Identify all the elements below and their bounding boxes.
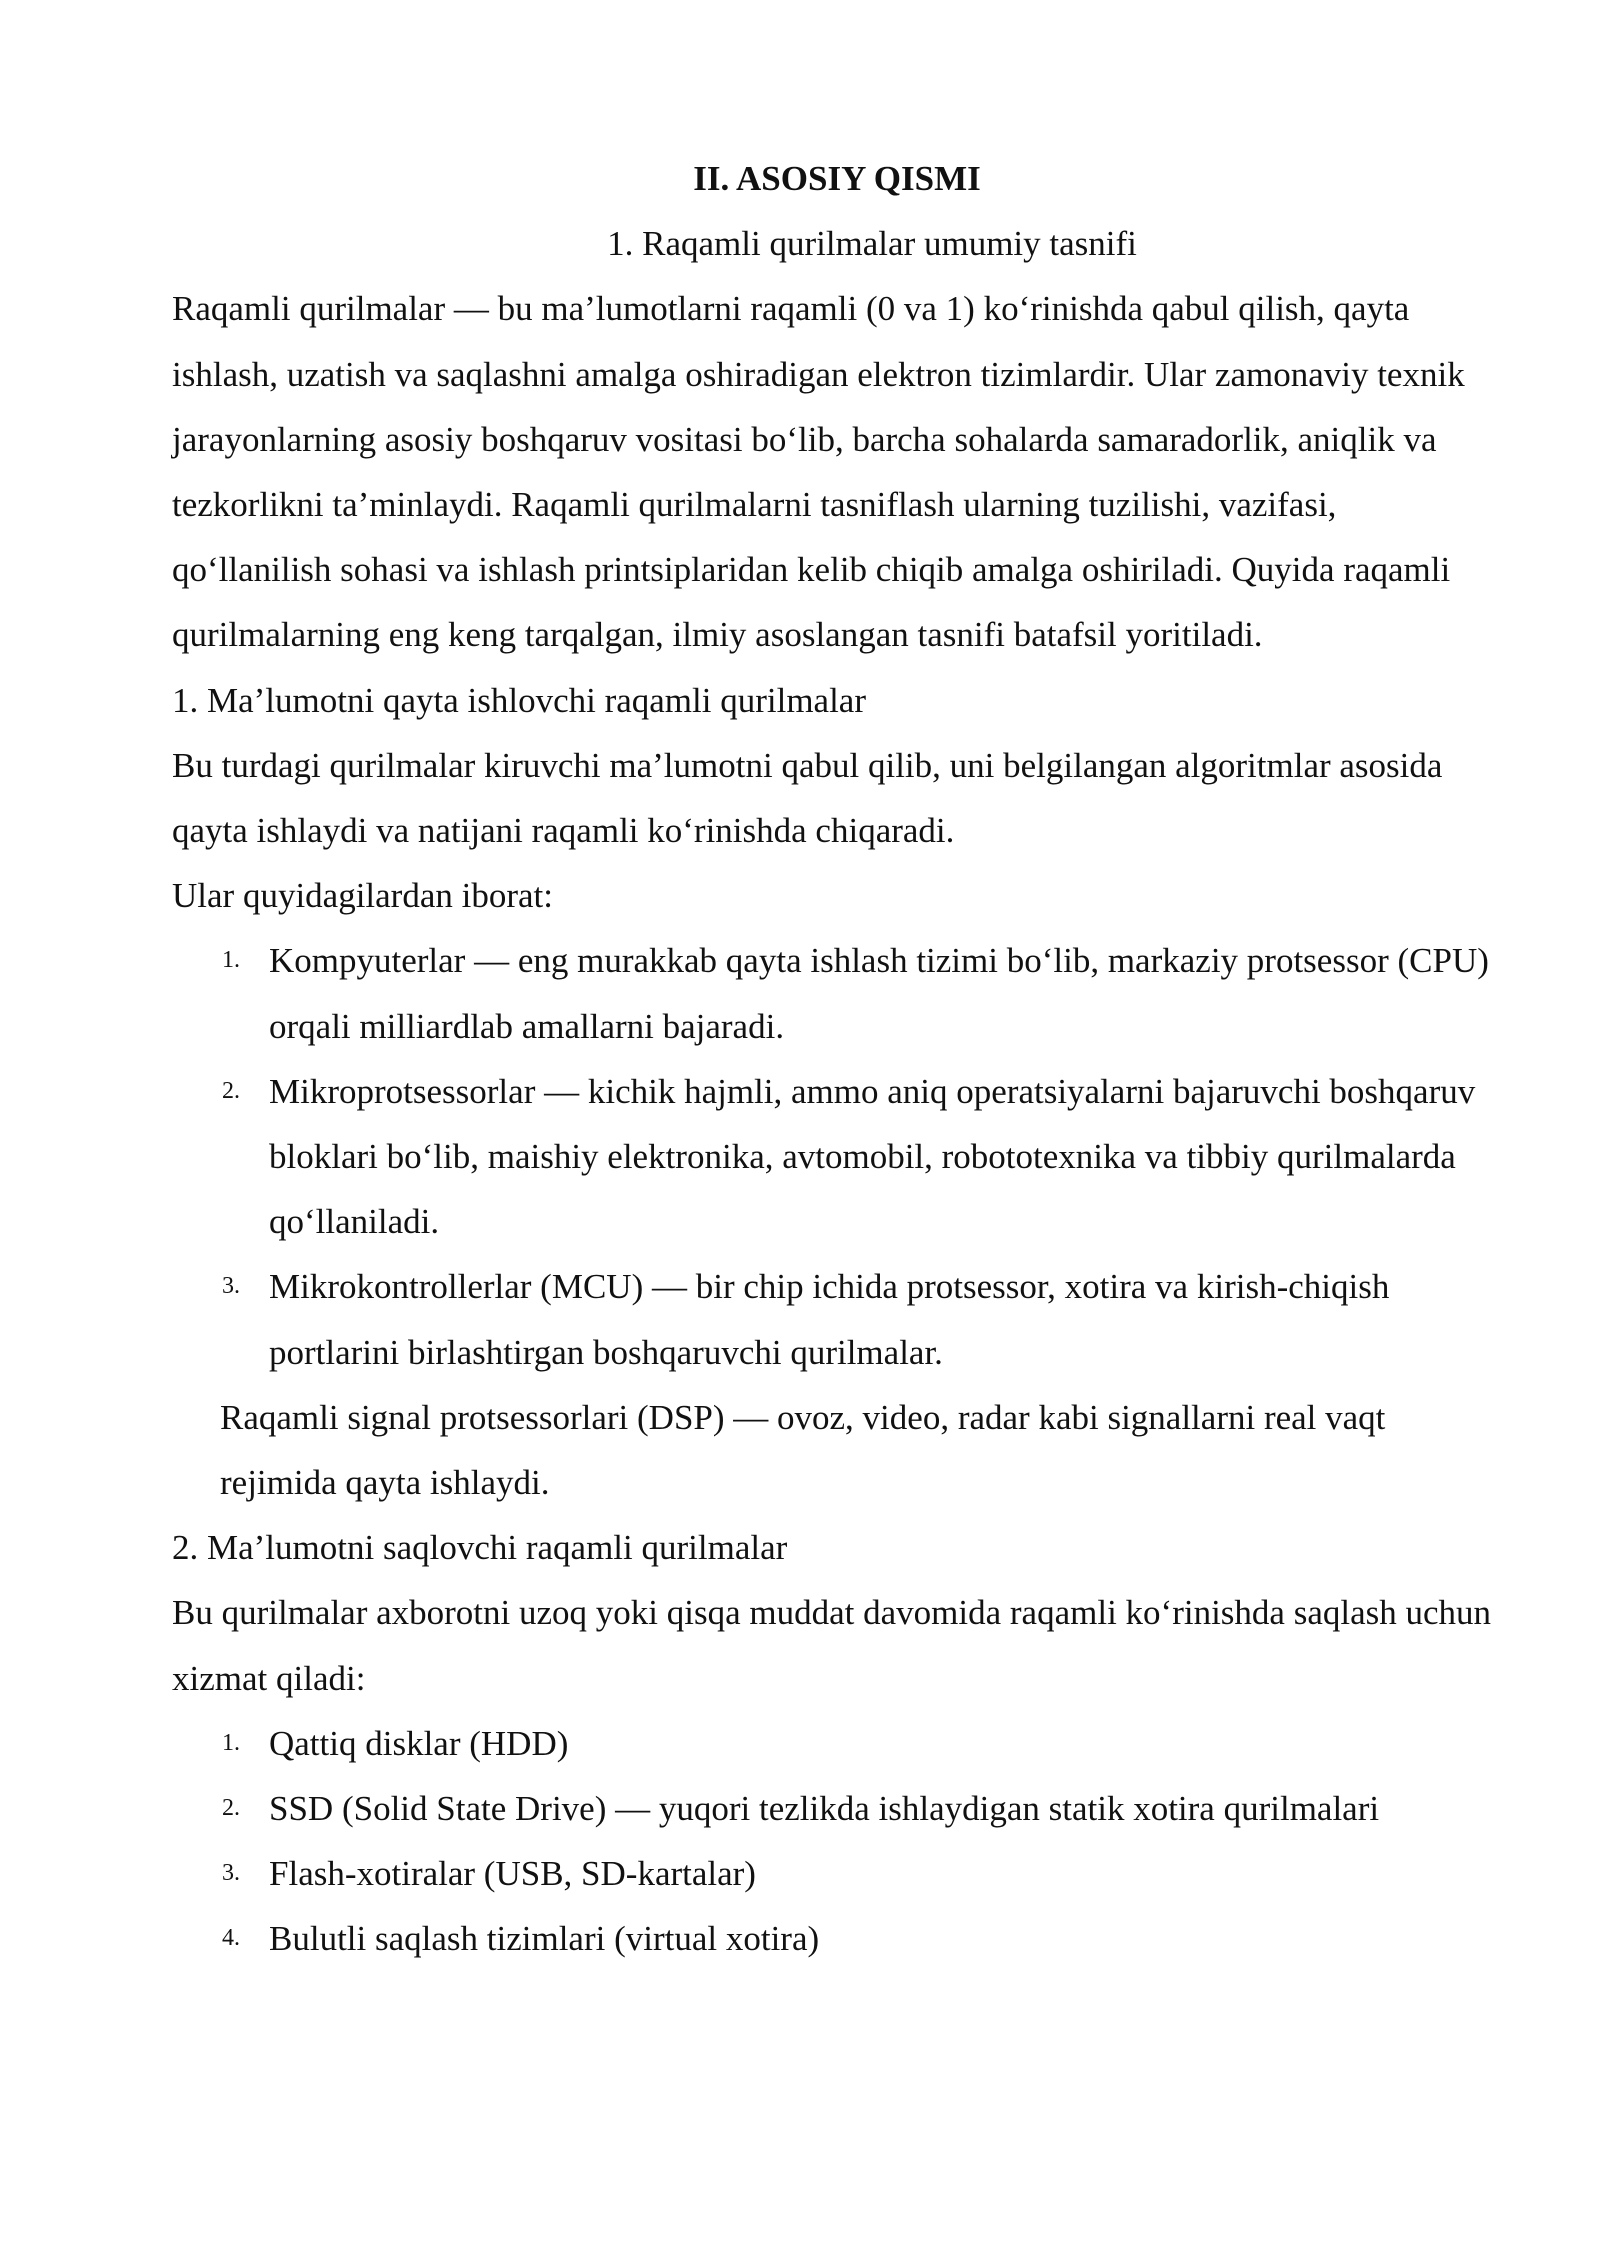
list-item-text: Qattiq disklar (HDD) <box>269 1723 569 1763</box>
list-item-text: Mikroprotsessorlar — kichik hajmli, ammo aniq operatsiyalarni bajaruvchi boshqaruv bloklari bo‘lib, maishiy elektronika, avtomobil, robototexnika va tibbiy qurilmalarda qo‘llaniladi. <box>269 1071 1476 1242</box>
intro-paragraph: Raqamli qurilmalar — bu ma’lumotlarni raqamli (0 va 1) ko‘rinishda qabul qilish, qayta ishlash, uzatish va saqlashni amalga oshiradigan elektron tizimlardir. Ular zamonaviy texnik jarayonlarning asosiy boshqaruv vositasi bo‘lib, barcha sohalarda samaradorlik, aniqlik va tezkorlikni ta’minlaydi. Raqamli qurilmalarni tasniflash ularning tuzilishi, vazifasi, qo‘llanilish sohasi va ishlash printsiplaridan kelib chiqib amalga oshiriladi. Quyida raqamli qurilmalarning eng keng tarqalgan, ilmiy asoslangan tasnifi batafsil yoritiladi. <box>172 289 1465 655</box>
list-item-number: 2. <box>222 1077 240 1104</box>
list-item <box>172 1906 1502 1971</box>
list-item-number: 3. <box>222 1273 240 1300</box>
list-item-text: Kompyuterlar — eng murakkab qayta ishlash tizimi bo‘lib, markaziy protsessor (CPU) orqali milliardlab amallarni bajaradi. <box>269 941 1489 1046</box>
section1-after-paragraph: Raqamli signal protsessorlari (DSP) — ovoz, video, radar kabi signallarni real vaqt rejimida qayta ishlaydi. <box>220 1397 1386 1503</box>
list-item <box>172 1059 1502 1255</box>
list-item-number: 4. <box>222 1925 240 1952</box>
section2-list <box>172 1711 1502 1972</box>
list-item-number: 2. <box>222 1795 240 1822</box>
list-item-number: 1. <box>222 1729 240 1756</box>
list-item-text: Flash-xotiralar (USB, SD-kartalar) <box>269 1854 756 1894</box>
section2-heading: 2. Ma’lumotni saqlovchi raqamli qurilmalar <box>172 1528 788 1568</box>
section1-list <box>172 928 1502 1384</box>
section-subtitle: 1. Raqamli qurilmalar umumiy tasnifi <box>607 224 1137 264</box>
list-item <box>172 1254 1502 1384</box>
section1-text: Bu turdagi qurilmalar kiruvchi ma’lumotni qabul qilib, uni belgilangan algoritmlar asosida qayta ishlaydi va natijani raqamli ko‘rinishda chiqaradi. <box>172 745 1443 851</box>
list-item <box>172 1711 1502 1776</box>
list-item-text: SSD (Solid State Drive) — yuqori tezlikda ishlaydigan statik xotira qurilmalari <box>269 1789 1380 1829</box>
list-item <box>172 928 1502 1058</box>
list-item <box>172 1776 1502 1841</box>
section2-text: Bu qurilmalar axborotni uzoq yoki qisqa muddat davomida raqamli ko‘rinishda saqlash uchun xizmat qiladi: <box>172 1593 1492 1698</box>
list-item-number: 1. <box>222 947 240 974</box>
section1-heading: 1. Ma’lumotni qayta ishlovchi raqamli qurilmalar <box>172 680 867 720</box>
document-body <box>172 146 1502 1972</box>
list-item-number: 3. <box>222 1860 240 1887</box>
list-item-text: Bulutli saqlash tizimlari (virtual xotira) <box>269 1919 820 1959</box>
list-item <box>172 1841 1502 1906</box>
list-item-text: Mikrokontrollerlar (MCU) — bir chip ichida protsessor, xotira va kirish-chiqish portlarini birlashtirgan boshqaruvchi qurilmalar. <box>269 1267 1390 1372</box>
page-title: II. ASOSIY QISMI <box>693 159 981 198</box>
section1-lead: Ular quyidagilardan iborat: <box>172 876 553 916</box>
